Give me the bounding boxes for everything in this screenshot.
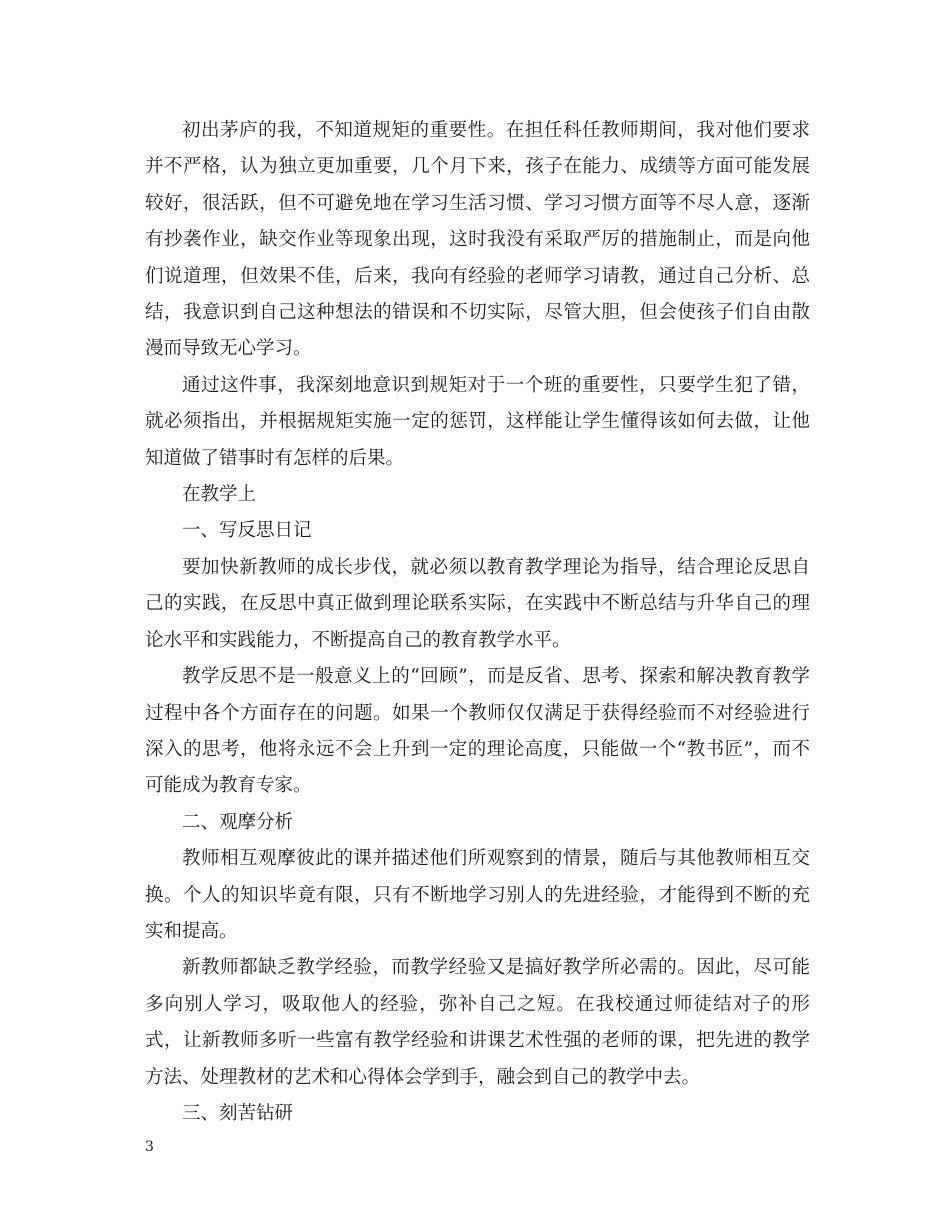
subheading-observation-analysis: 二、观摩分析 xyxy=(182,811,294,833)
subheading-reflection-diary: 一、写反思日记 xyxy=(182,520,312,542)
subheading-diligent-study: 三、刻苦钻研 xyxy=(182,1102,294,1124)
paragraph-teaching-reflection: 教学反思不是一般意义上的“回顾”，而是反省、思考、探索和解决教育教学过程中各个方面存在的问题。如果一个教师仅仅满足于获得经验而不对经验进行深入的思考，他将永远不会上升到一定的理论高度，只能做一个“教书匠”，而不可能成为教育专家。 xyxy=(145,666,810,797)
section-heading-teaching: 在教学上 xyxy=(182,484,257,506)
paragraph-rules-importance: 通过这件事，我深刻地意识到规矩对于一个班的重要性，只要学生犯了错，就必须指出，并根据规矩实施一定的惩罚，这样能让学生懂得该如何去做，让他知道做了错事时有怎样的后果。 xyxy=(145,374,810,469)
paragraph-learn-from-others: 新教师都缺乏教学经验，而教学经验又是搞好教学所必需的。因此，尽可能多向别人学习，吸取他人的经验，弥补自己之短。在我校通过师徒结对子的形式，让新教师多听一些富有教学经验和讲课艺术性强的老师的课，把先进的教学方法、处理教材的艺术和心得体会学到手，融会到自己的教学中去。 xyxy=(145,957,810,1088)
paragraph-new-teacher-growth: 要加快新教师的成长步伐，就必须以教育教学理论为指导，结合理论反思自己的实践，在反思中真正做到理论联系实际，在实践中不断总结与升华自己的理论水平和实践能力，不断提高自己的教育教学水平。 xyxy=(145,556,810,651)
document-body xyxy=(145,113,810,1132)
paragraph-rules-reflection: 初出茅庐的我，不知道规矩的重要性。在担任科任教师期间，我对他们要求并不严格，认为独立更加重要，几个月下来，孩子在能力、成绩等方面可能发展较好，很活跃，但不可避免地在学习生活习惯、学习习惯方面等不尽人意，逐渐有抄袭作业，缺交作业等现象出现，这时我没有采取严厉的措施制止，而是向他们说道理，但效果不佳，后来，我向有经验的老师学习请教，通过自己分析、总结，我意识到自己这种想法的错误和不切实际，尽管大胆，但会使孩子们自由散漫而导致无心学习。 xyxy=(145,120,810,360)
paragraph-mutual-observation: 教师相互观摩彼此的课并描述他们所观察到的情景，随后与其他教师相互交换。个人的知识毕竟有限，只有不断地学习别人的先进经验，才能得到不断的充实和提高。 xyxy=(145,848,810,942)
page-number: 3 xyxy=(145,1139,154,1155)
